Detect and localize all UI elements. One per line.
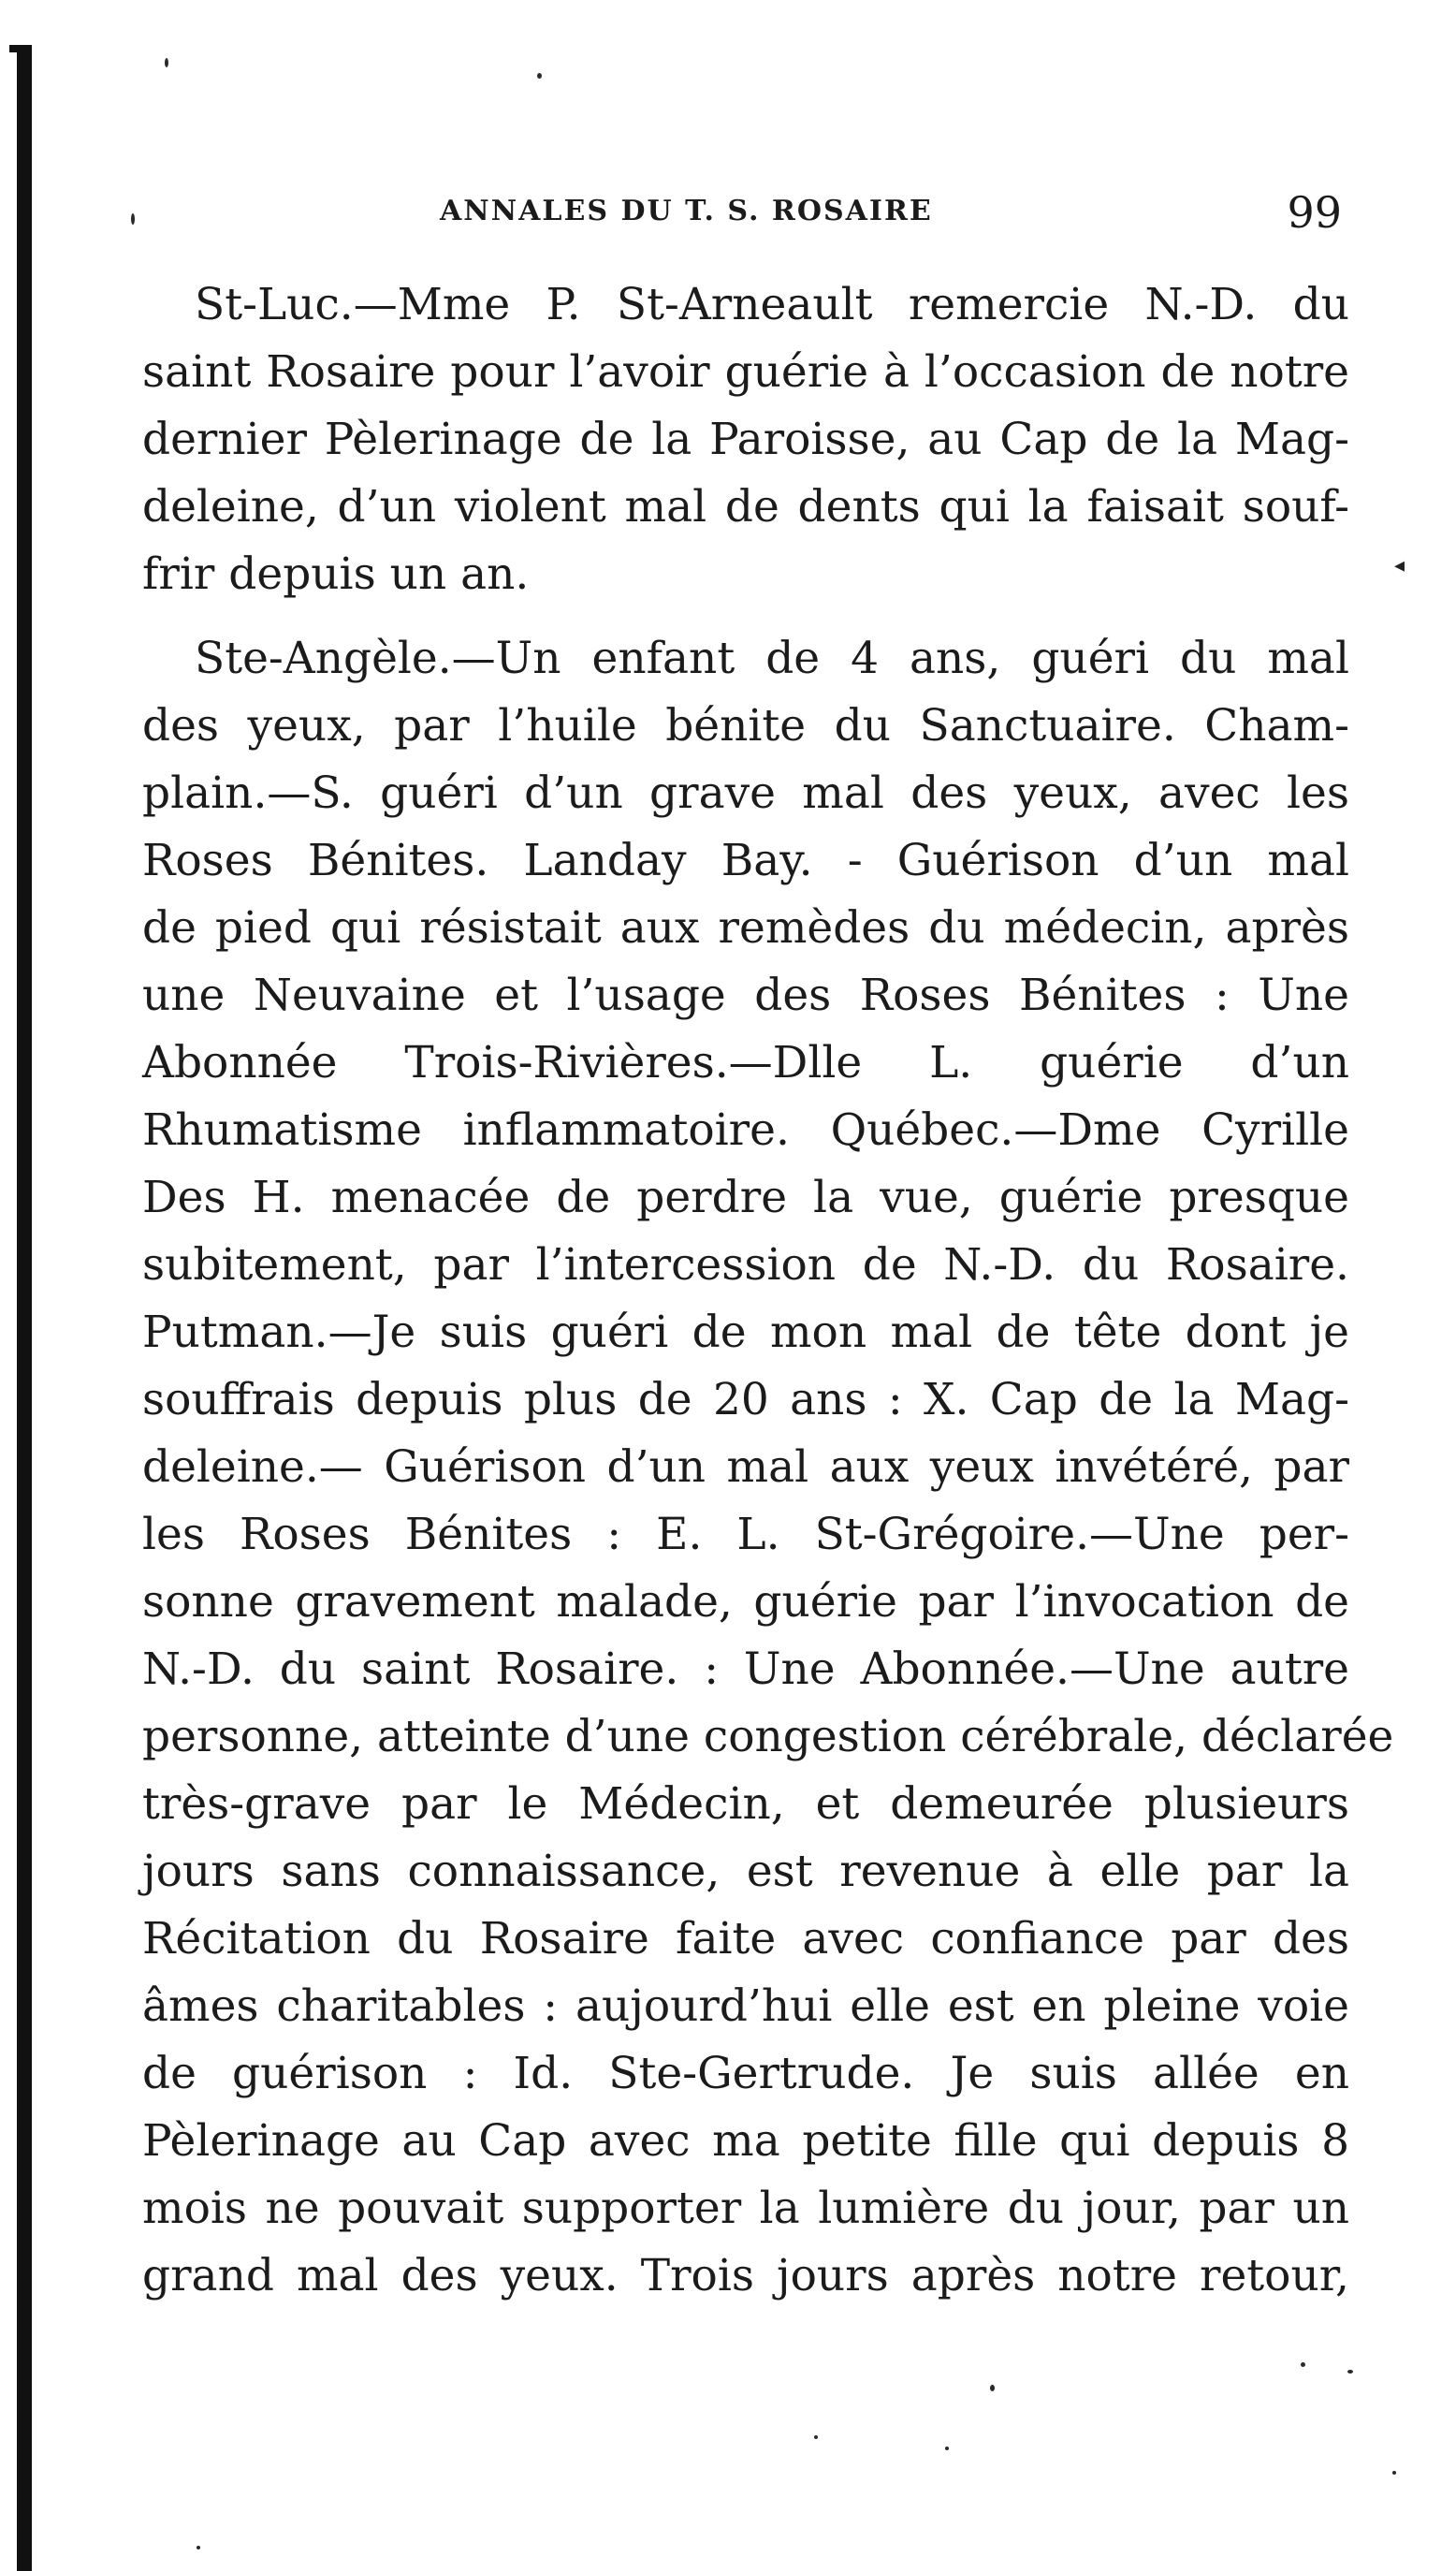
scan-speck xyxy=(165,58,168,67)
text-line: deleine.— Guérison d’un mal aux yeux invétéré, par xyxy=(142,1441,1349,1493)
scan-speck xyxy=(814,2435,818,2439)
scan-speck xyxy=(197,2546,200,2549)
scan-speck xyxy=(1301,2362,1305,2367)
text-line: une Neuvaine et l’usage des Roses Bénites : Une xyxy=(142,970,1349,1021)
scan-speck xyxy=(945,2447,949,2450)
text-line: Pèlerinage au Cap avec ma petite fille qui depuis 8 xyxy=(142,2115,1349,2167)
paragraph xyxy=(142,625,1394,2310)
page-number: 99 xyxy=(1287,187,1342,238)
text-line: jours sans connaissance, est revenue à elle par la xyxy=(142,1846,1349,1897)
text-line: St-Luc.—Mme P. St-Arneault remercie N.-D. du xyxy=(195,279,1349,330)
text-line: dernier Pèlerinage de la Paroisse, au Cap de la Mag- xyxy=(142,414,1349,465)
text-line: grand mal des yeux. Trois jours après notre retour, xyxy=(142,2250,1349,2301)
page-header xyxy=(440,187,1357,243)
text-line: personne, atteinte d’une congestion cérébrale, déclarée xyxy=(142,1711,1394,1762)
text-line: Roses Bénites. Landay Bay. - Guérison d’un mal xyxy=(142,835,1349,886)
text-line: Des H. menacée de perdre la vue, guérie presque xyxy=(142,1172,1349,1223)
page-binding-nick xyxy=(9,45,22,52)
scan-speck xyxy=(537,73,542,79)
scan-speck xyxy=(1392,2471,1396,2475)
text-line: deleine, d’un violent mal de dents qui la faisait souf- xyxy=(142,481,1349,533)
text-line: sonne gravement malade, guérie par l’invocation de xyxy=(142,1576,1349,1628)
text-line: âmes charitables : aujourd’hui elle est en pleine voie xyxy=(142,1980,1349,2032)
text-line: Abonnée Trois-Rivières.—Dlle L. guérie d’un xyxy=(142,1037,1349,1088)
text-line: de pied qui résistait aux remèdes du médecin, après xyxy=(142,902,1349,954)
paragraph-gap xyxy=(142,608,1349,625)
text-line: très-grave par le Médecin, et demeurée plusieurs xyxy=(142,1778,1349,1830)
text-line: N.-D. du saint Rosaire. : Une Abonnée.—Une autre xyxy=(142,1643,1349,1695)
page-binding-edge xyxy=(17,45,32,2571)
text-line: mois ne pouvait supporter la lumière du jour, par un xyxy=(142,2183,1349,2234)
text-line: subitement, par l’intercession de N.-D. du Rosaire. xyxy=(142,1239,1349,1291)
paragraph xyxy=(142,271,1349,608)
scan-speck xyxy=(1347,2370,1353,2374)
text-line: Récitation du Rosaire faite avec confiance par des xyxy=(142,1913,1349,1965)
text-line: des yeux, par l’huile bénite du Sanctuaire. Cham- xyxy=(142,700,1349,752)
scan-speck xyxy=(131,213,135,225)
text-line: souffrais depuis plus de 20 ans : X. Cap de la Mag- xyxy=(142,1374,1349,1425)
margin-mark-icon: ◂ xyxy=(1394,554,1405,577)
running-title: ANNALES DU T. S. ROSAIRE xyxy=(440,195,933,227)
body-text xyxy=(142,271,1394,2310)
text-line: les Roses Bénites : E. L. St-Grégoire.—Une per- xyxy=(142,1509,1349,1560)
text-line: Ste-Angèle.—Un enfant de 4 ans, guéri du mal xyxy=(195,633,1349,684)
text-line: Putman.—Je suis guéri de mon mal de tête dont je xyxy=(142,1307,1349,1358)
text-line: plain.—S. guéri d’un grave mal des yeux, avec les xyxy=(142,767,1349,819)
scan-speck xyxy=(990,2385,995,2391)
text-line: Rhumatisme inflammatoire. Québec.—Dme Cyrille xyxy=(142,1104,1349,1156)
text-line: de guérison : Id. Ste-Gertrude. Je suis allée en xyxy=(142,2048,1349,2099)
text-line: frir depuis un an. xyxy=(142,548,530,600)
text-line: saint Rosaire pour l’avoir guérie à l’occasion de notre xyxy=(142,346,1349,398)
